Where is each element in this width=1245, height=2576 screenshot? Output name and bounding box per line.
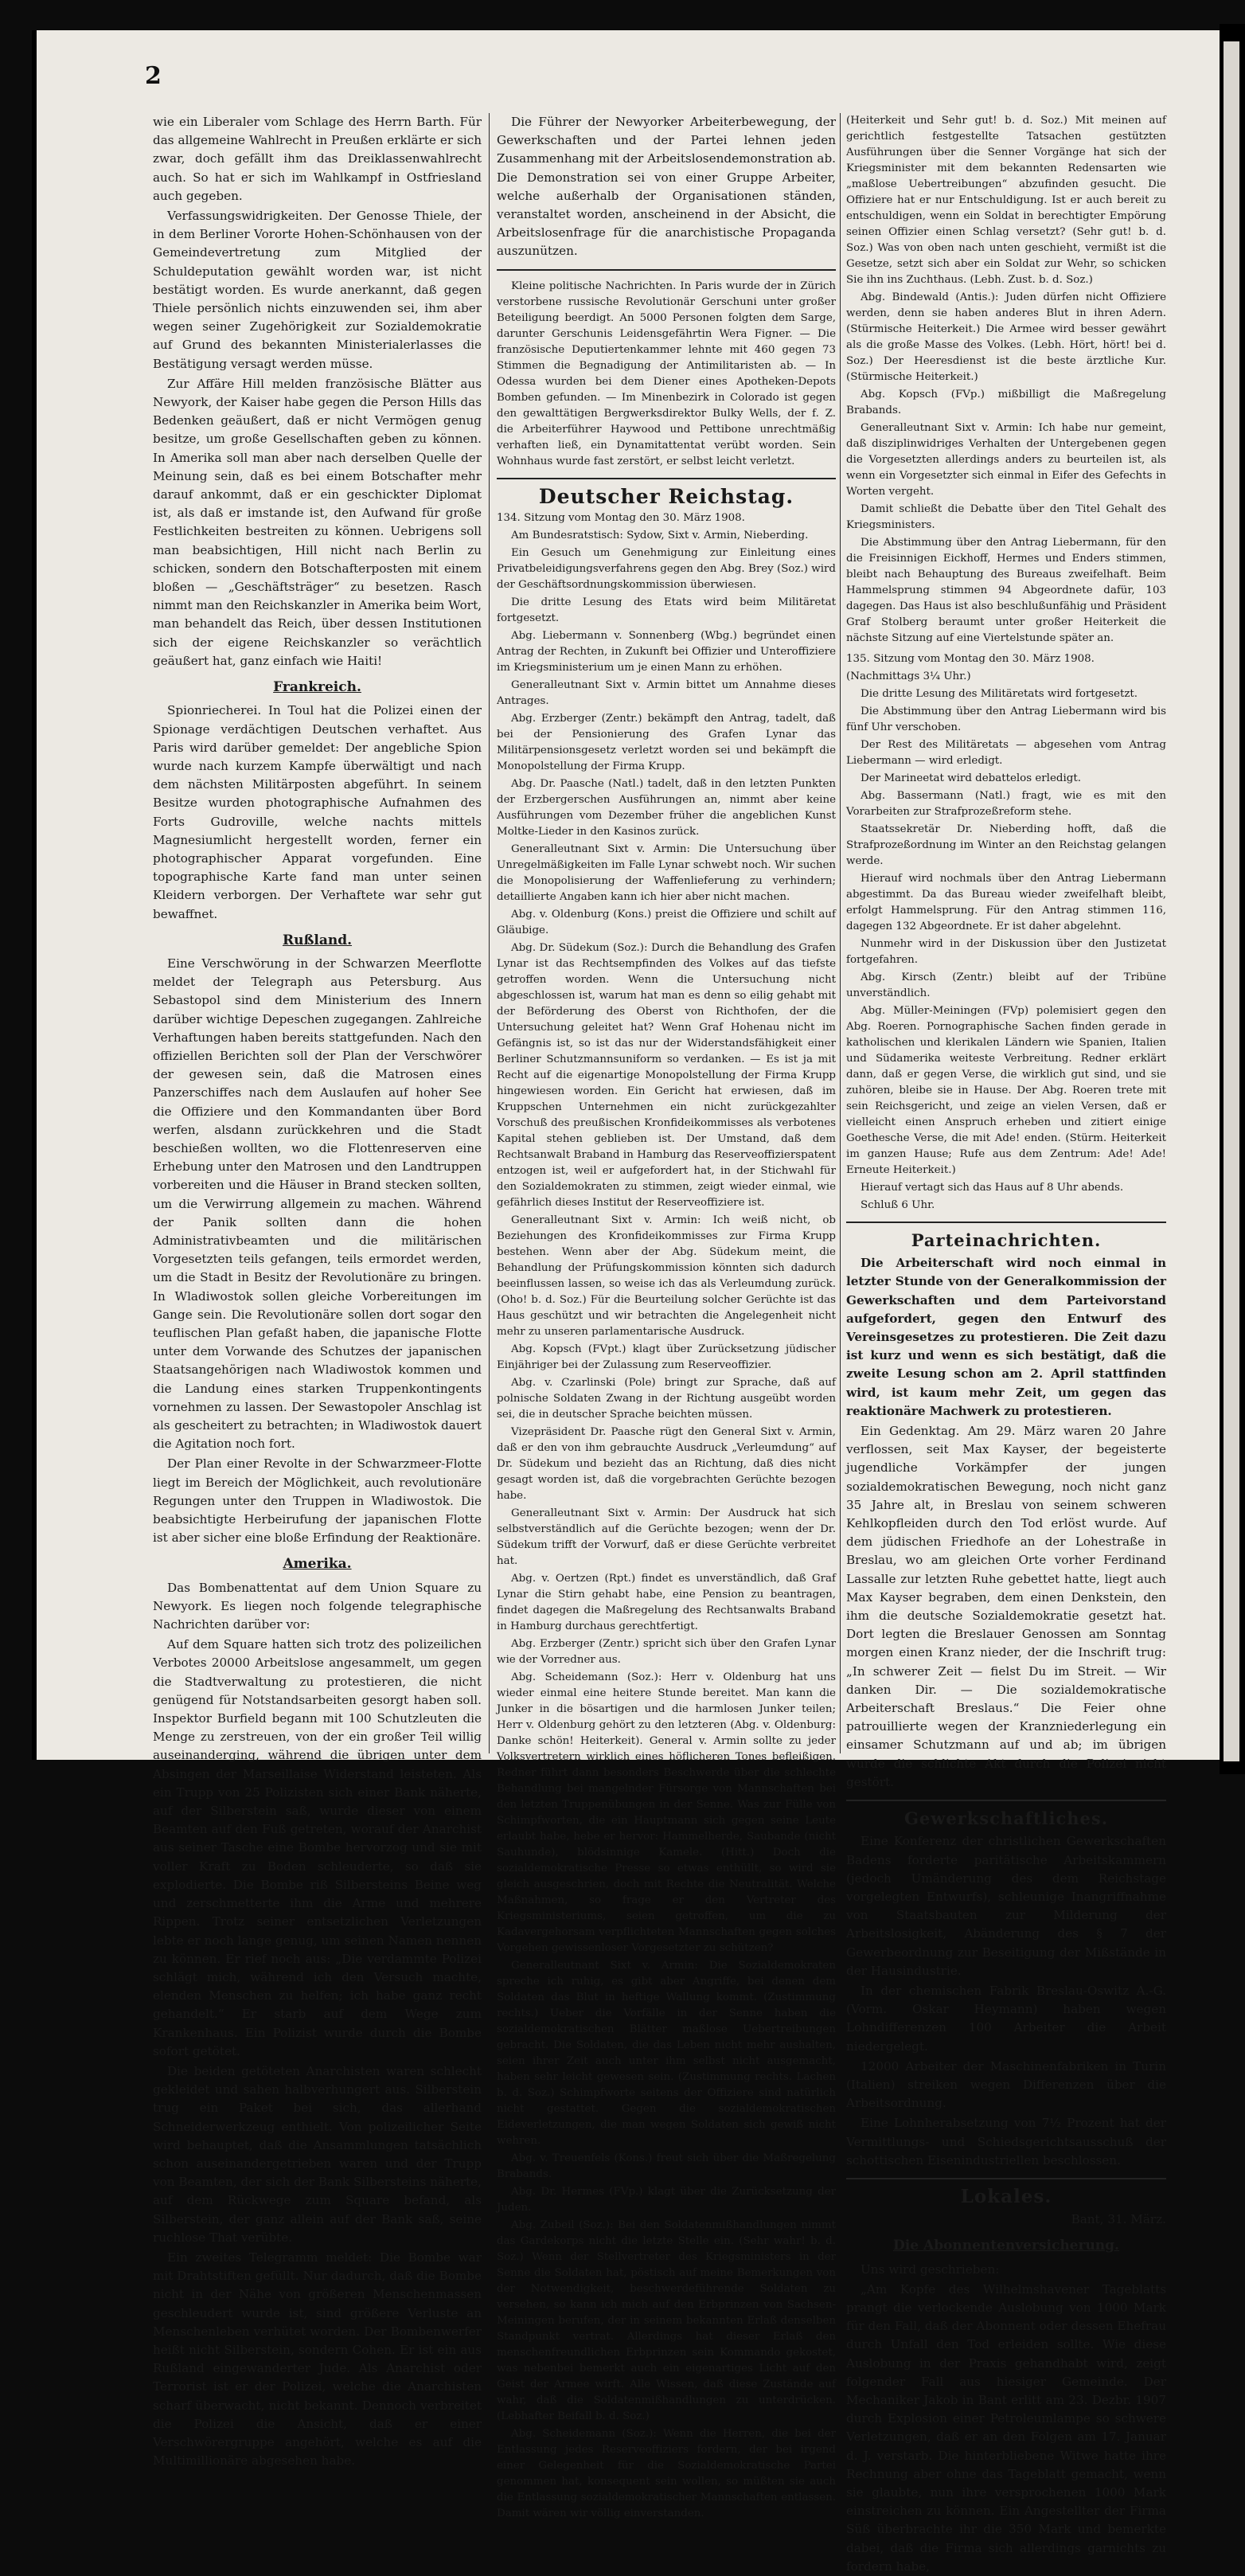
column-rule-1 [489,113,490,1753]
divider [497,269,836,271]
paragraph: Die beiden getöteten Anarchisten waren schlecht gekleidet und sahen halbverhungert aus. Silberstein trug ein Paket bei sich, das allerhand Schneiderwerkzeug enthielt. Von polizeilicher Seite wird behauptet, daß die Ansammlungen tatsächlich schon auseinandergetrieben waren und der Trupp von Beamten, der sich der Bank Silbersteins näherte, auf dem Rückwege zum Square befand, als Silberstein, der ganz allein auf der Bank saß, seine ruchlose That verübte. [153,2063,482,2245]
paragraph: Abg. Zubeil (Soz.): Bei den Soldatenmißhandlungen nimmt das Gardekorps nicht die letzte Stelle ein. (Sehr wahr! b. d. Soz.) Wenn der Stellvertreter des Kriegsministers in der Senne die Soldaten hat, pöstisch auf meine Bemerkungen von der Notwendigkeit, beschwerdeführende Soldaten zu versehen, so kann ich mich auf den Erbprinzen von Sachsen-Meiningen berufen, der in seinem bekannten Erlaß denselben Standpunkt vertrat. Allerdings hat dieser Erlaß den menschenfreundlichen Erbprinzen sein Kommando gekostet, was nebenbei bemerkt auch ein eigenartiges Licht auf den Geist der Armee wirft. Alle Wissen, daß diese Zustände auf wahr, daß die Soldatenmißhandlungen zu unterdrücken. (Lebhafter Beifall b. d. Soz.) [497,2218,836,2422]
section-heading-lokales: Lokales. [960,2185,1052,2207]
dateline: Bant, 31. März. [1071,2212,1166,2227]
section-heading-gewerkschaftliches: Gewerkschaftliches. [904,1808,1109,1829]
paragraph: 12000 Arbeiter der Maschinenfabriken in Turin (Italien) streiken wegen Differenzen über die Arbeitsordnung. [846,2058,1166,2111]
paragraph: Hierauf vertagt sich das Haus auf 8 Uhr abends. [861,1182,1124,1194]
paragraph: Hierauf wird nochmals über den Antrag Liebermann abgestimmt. Da das Bureau wieder zweifelhaft bleibt, erfolgt Hammelsprung. Für den Antrag stimmen 116, dagegen 132 Abgeordnete. Er ist daher abgelehnt. [846,873,1166,932]
column-3 [846,113,1166,2574]
paragraph: Generalleutnant Sixt v. Armin: Ich weiß nicht, ob Beziehungen des Kronfideikommisses zur Firma Krupp bestehen. Wenn aber der Abg. Südekum meint, die Behandlung der Prüfungskommission könnten sich dadurch beeinflussen lassen, so weise ich das als Verleumdung zurück. (Oho! b. d. Soz.) Für die Beurteilung solcher Gerüchte ist das Haus geschützt und wir betrachten die Angelegenheit nicht mehr zu unseren parlamentarische Ausdruck. [497,1214,836,1338]
paragraph: Zur Affäre Hill melden französische Blätter aus Newyork, der Kaiser habe gegen die Person Hills das Bedenken geäußert, daß er nicht Vermögen genug besitze, um große Gesellschaften geben zu können. In Amerika soll man aber nach derselben Quelle der Meinung sein, daß es bei einem Botschafter mehr darauf ankommt, daß er ein geschickter Diplomat ist, als daß er imstande ist, den Aufwand für große Festlichkeiten bestreiten zu können. Uebrigens soll man beabsichtigen, Hill nicht nach Berlin zu schicken, sondern den Botschafterposten mit einem bloßen — „Geschäftsträger“ zu besetzen. Rasch nimmt man den Reichskanzler in Amerika beim Wort, man behandelt das Reich, über dessen Institutionen sich der eigene Reichskanzler so verächtlich geäußert hat, ganz einfach wie Haiti! [153,376,482,668]
paragraph: Die Arbeiterschaft wird noch einmal in letzter Stunde von der Generalkommission der Gewerkschaften und dem Parteivorstand aufgefordert, gegen den Entwurf des Vereinsgesetzes zu protestieren. Die Zeit dazu ist kurz und wenn es sich bestätigt, daß die zweite Lesung schon am 2. April stattfinden wird, ist kaum mehr Zeit, um gegen das reaktionäre Machwerk zu protestieren. [846,1256,1166,1418]
paragraph: Staatssekretär Dr. Nieberding hofft, daß die Strafprozeßordnung im Winter an den Reichstag gelangen werde. [846,823,1166,867]
article-heading: Die Abonnentenversicherung. [893,2238,1119,2254]
paragraph: Am Bundesratstisch: Sydow, Sixt v. Armin, Nieberding. [511,529,809,541]
page-number: 2 [145,62,162,90]
paragraph: Abg. Kopsch (FVpt.) klagt über Zurücksetzung jüdischer Einjähriger bei der Zulassung zum Reserveoffizier. [497,1343,836,1371]
paragraph: Abg. Scheidemann (Soz.): Herr v. Oldenburg hat uns wieder einmal eine heitere Stunde bereitet. Man kann die Junker in die bösartigen und die harmlosen Junker teilen; Herr v. Oldenburg gehört zu den letzteren (Abg. v. Oldenburg: Danke schön! Heiterkeit). General v. Armin sollte zu jeder Volksvertretern wirklich eines höflicheren Tones befleißigen. Redner führt dann besonders Beschwerde über die schlechte Behandlung bei mangelnder Fürsorge von Mannschaften bei den letzten Truppenübungen in der Senne. Was zur Fülle von Schimpfworten, die ein Hauptmann sich gegen seine Leute erlaubt habe, hebe er hervor: Hammelherde, Saubande (nicht Sauhunde), blödsinnige Kamele. (Hitt.) Doch die sozialdemokratische Presse so etwas enthüllt, so wird sie gleich ausgeschrien, doch mit Rechte die Neutralität. Welche Maßnahmen, so frage er den Vertreter des Kriegsministeriums, seien getroffen, um die zu Kadavergehorsam verpflichteten Mannschaften gegen solches Vorgehen gewissenloser Vorgesetzter zu schützen? [497,1671,836,1954]
paragraph: Abg. v. Czarlinski (Pole) bringt zur Sprache, daß auf polnische Soldaten Zwang in der Richtung ausgeübt worden sei, die in deutscher Sprache beichten müssen. [497,1376,836,1421]
paragraph: Ein zweites Telegramm meldet: Die Bombe war mit Drahtstiften gefüllt. Nur dadurch, daß die Bombe nicht in der Nähe von größeren Menschenmassen geschleudert wurde ist, sind größere Verluste an Menschenleben verhütet worden. Der Bombenwerfer heißt nicht Silberstein, sondern Cohen. Er ist ein aus Rußland eingewanderter Jude. Als Anarchist oder Terrorist ist er der Polizei, welche die Anarchisten scharf überwacht, nicht bekannt. Dennoch verbreitet die Polizei die Ansicht, daß er einer Verschwörergruppe angehört, welche es auf die Multimillionäre abgesehen habe. [153,2250,482,2469]
paragraph: Generalleutnant Sixt v. Armin: Die Untersuchung über Unregelmäßigkeiten im Falle Lynar schwebt noch. Wir suchen die Monopolisierung der Waffenlieferung zu verhindern; detaillierte Angaben kann ich hier aber nicht machen. [497,842,836,903]
paragraph: Abg. Erzberger (Zentr.) bekämpft den Antrag, tadelt, daß bei der Pensionierung des Grafen Lynar das Militärpensionsgesetz verletzt worden sei und bekämpft die Monopolstellung der Firma Krupp. [497,712,836,772]
paragraph: Abg. Kopsch (FVp.) mißbilligt die Maßregelung Brabands. [846,389,1166,416]
paragraph: Die Abstimmung über den Antrag Liebermann wird bis fünf Uhr verschoben. [846,706,1166,733]
section-heading-parteinachrichten: Parteinachrichten. [911,1230,1102,1250]
paragraph: Abg. v. Oldenburg (Kons.) preist die Offiziere und schilt auf Gläubige. [497,908,836,936]
paragraph: Abg. Bassermann (Natl.) fragt, wie es mit den Vorarbeiten zur Strafprozeßreform stehe. [846,790,1166,818]
paragraph: Die Abstimmung über den Antrag Liebermann, für den die Freisinnigen Eickhoff, Hermes und Enders stimmen, bleibt nach Behauptung des Bureaus zweifelhaft. Beim Hammelsprung stimmen 94 Abgeordnete dafür, 103 dagegen. Das Haus ist also beschlußunfähig und Präsident Graf Stolberg beraumt unter großer Heiterkeit die nächste Sitzung auf eine Viertelstunde später an. [846,537,1166,644]
paragraph: Nunmehr wird in der Diskussion über den Justizetat fortgefahren. [846,938,1166,966]
paragraph: Verfassungswidrigkeiten. Der Genosse Thiele, der in dem Berliner Vororte Hohen-Schönhausen von der Gemeindevertretung zum Mitglied der Schuldeputation gewählt worden war, ist nicht bestätigt worden. Es wurde anerkannt, daß gegen Thiele persönlich nichts einzuwenden sei, ihm aber wegen seiner Zugehörigkeit zur Sozialdemokratie auf Grund des bekannten Ministerialerlasses die Bestätigung versagt werden müsse. [153,209,482,371]
paragraph: Generalleutnant Sixt v. Armin: Der Ausdruck hat sich selbstverständlich auf die Gerüchte bezogen; wenn der Dr. Südekum trifft der Vorwurf, daß er diese Gerüchte verbreitet hat. [497,1507,836,1567]
paragraph: In der chemischen Fabrik Breslau-Oswitz A.-G. (Vorm. Oskar Heymann) haben wegen Lohndifferenzen 100 Arbeiter die Arbeit niedergelegt. [846,1983,1166,2054]
paragraph: Vizepräsident Dr. Paasche rügt den General Sixt v. Armin, daß er den von ihm gebrauchte Ausdruck „Verleumdung“ auf Dr. Südekum und bezieht das an Richtung, daß dies nicht gesagt worden ist, daß die vorgebrachten Gerüchte bezogen habe. [497,1425,836,1502]
paragraph: Der Marineetat wird debattelos erledigt. [861,772,1081,784]
paragraph: wie ein Liberaler vom Schlage des Herrn Barth. Für das allgemeine Wahlrecht in Preußen erklärte er sich zwar, doch gefällt ihm das Dreiklassenwahlrecht auch. So hat er sich im Wahlkampf in Ostfriesland auch gegeben. [153,115,482,203]
paragraph: Die dritte Lesung des Etats wird beim Militäretat fortgesetzt. [497,596,836,624]
next-page-edge [1224,41,1239,1761]
paragraph: Schluß 6 Uhr. [861,1199,935,1211]
paragraph: Eine Lohnherabsetzung von 7½ Prozent hat der Vermittlungs- und Schiedsgerichtsausschuß der schottischen Eisenindustriellen beschlossen. [846,2116,1166,2168]
section-heading-reichstag: Deutscher Reichstag. [538,484,794,508]
paragraph: „Am Kopfe des Wilhelmshavener Tageblatts prangt die verlockende Auslobung von 1000 Mark für den Fall, daß der Abonnent oder dessen Ehefrau durch Unfall den Tod erleiden sollte. Wie diese Auslobung in der Praxis gehandhabt wird, zeigt folgender Fall aus hiesiger Gemeinde. Der Mechaniker Jakob in Bant erlitt am 23. Dezbr. 1907 durch Explosion einer Petroleumlampe so schwere Verletzungen, daß er an den Folgen am 17. Januar d. J. verstarb. Die hinterbliebene Witwe hatte ihre Rechnung aber ohne das Tageblatt gemacht, wenn sie glaubte, nun ihre versprochenen 1000 Mark einstreichen zu können. Ein Angestellter der Firma Süß überbrachte ihr die 350 Mark und bemerkte dabei, daß die Firma sich allerdings garnichts zu fordern habe, [846,2281,1166,2574]
paragraph: Abg. Kirsch (Zentr.) bleibt auf der Tribüne unverständlich. [846,971,1166,999]
paragraph: Der Rest des Militäretats — abgesehen vom Antrag Liebermann — wird erledigt. [846,739,1166,767]
paragraph: (Heiterkeit und Sehr gut! b. d. Soz.) Mit meinen auf gerichtlich festgestellte Tatsachen gestützten Ausführungen über die Senner Vorgänge hat sich der Kriegsminister mit dem bekannten Redensarten wie „maßlose Uebertreibungen“ abzufinden gesucht. Die Offiziere hat er nur Entschuldigung. Ist er auch bereit zu entschuldigen, wenn ein Soldat in berechtigter Empörung seinen Offizier einen Schlag versetzt? (Sehr gut! b. d. Soz.) Was von oben nach unten geschieht, vermißt ist die Gesetze, setzt sich aber ein Soldat zur Wehr, so schicken Sie ihn ins Zuchthaus. (Lebh. Zust. b. d. Soz.) [846,115,1166,286]
paragraph: Abg. Liebermann v. Sonnenberg (Wbg.) begründet einen Antrag der Rechten, in Zukunft bei Offizier und Unteroffiziere im Kriegsministerium um je einen Mann zu erhöhen. [497,629,836,674]
paragraph: Eine Konferenz der christlichen Gewerkschaften Badens forderte paritätische Arbeitskammern (jedoch Umänderung des dem Reichstage vorgelegten Entwurfs), schleunige Inangriffnahme von Staatsbauten zur Milderung der Arbeitslosigkeit, Abänderung des § 7 der Gewerbeordnung zur Beseitigung der Mißstände in der Hausindustrie. [846,1834,1166,1978]
paragraph: Auf dem Square hatten sich trotz des polizeilichen Verbotes 20000 Arbeitslose angesammelt, um gegen die Stadtverwaltung zu protestieren, die nicht genügend für Notstandsarbeiten gesorgt haben soll. Inspektor Burfield begann mit 100 Schutzleuten die Menge zu zerstreuen, von der ein großer Teil willig auseinanderging, während die übrigen unter dem Absingen der Marseillaise Widerstand leisteten. Als ein Trupp von 25 Polizisten sich einer Bank näherte, auf der Silberstein saß, wurde dieser von einem Beamten auf den Fuß getreten, worauf der Anarchist aus seiner Tasche eine Bombe hervorzog und sie mit voller Kraft zu Boden schleuderte, so daß sie explodierte. Die Bombe riß Silbersteins Beine weg und zerschmetterte ihm die Arme und mehrere Rippen. Trotz seiner entsetzlichen Verletzungen lebte er noch lange genug, um seinen Namen nennen zu können. Er rief noch aus: „Die verdammte Polizei schlägt mich, während ich den Versuch machte, elenden Menschen zu helfen; ich habe ganz recht gehandelt.“ Er starb auf dem Wege zum Krankenhaus. Ein Polizist wurde durch die Bombe sofort getötet. [153,1637,482,2058]
column-rule-2 [840,113,841,1753]
paragraph: Die dritte Lesung des Militäretats wird fortgesetzt. [861,688,1138,700]
scan-border-left [32,30,37,1760]
paragraph: Generalleutnant Sixt v. Armin: Die Sozialdemokraten spreche ich ruhig, es gibt aber Angriffe, bei denen dem Soldaten das Blut in heftige Wallung kommt. (Zustimmung rechts.) Ueber die Vorfälle in der Senne haben die sozialdemokratischen Blätter maßlose Uebertreibungen gebracht. Die Soldaten, die das Leben nicht mehr aushalten, seien ihrer Zeit auch unter ihm selbst nicht ausgemacht, haben sehr leicht gewesen sein. (Zustimmung rechts. Lachen b. d. Soz.) Schimpfworte seitens der Offiziere sind natürlich nicht gestattet. Gegen die sozialdemokratischen Eideverletzungen, die man wegen Soldaten sich gewiß nicht wehren. [497,1959,836,2147]
paragraph: Abg. v. Treuenfels (Kons.) freut sich über die Maßregelung Brabands. [497,2152,836,2180]
paragraph: Der Plan einer Revolte in der Schwarzmeer-Flotte liegt im Bereich der Möglichkeit, auch revolutionäre Regungen unter den Truppen in Wladiwostok. Die beabsichtigte Herbeirufung der japanischen Flotte ist aber sicher eine bloße Erfindung der Reaktionäre. [153,1456,482,1546]
session-time: (Nachmittags 3¼ Uhr.) [846,670,971,682]
divider [497,478,836,479]
paragraph: Spionriecherei. In Toul hat die Polizei einen der Spionage verdächtigen Deutschen verhaftet. Aus Paris wird darüber gemeldet: Der angebliche Spion wurde nach kurzem Kampfe überwältigt und nach dem nächsten Militärposten abgeführt. In seinem Besitze wurden photographische Aufnahmen des Forts Gudroville, welche nachts mittels Magnesiumlicht hergestellt worden, ferner ein photographischer Apparat vorgefunden. Eine topographische Karte fand man unter seinen Kleidern verborgen. Der Verhaftete war sehr gut bewaffnet. [153,703,482,921]
paragraph: Ein Gesuch um Genehmigung zur Einleitung eines Privatbeleidigungsverfahrens gegen den Abg. Brey (Soz.) wird der Geschäftsordnungskommission überwiesen. [497,546,836,591]
paragraph: Das Bombenattentat auf dem Union Square zu Newyork. Es liegen noch folgende telegraphische Nachrichten darüber vor: [153,1580,482,1632]
paragraph: Abg. Scheidemann (Soz.): Wenn die Herren, die bei der Entlassung jedes Reserveoffiziers fordern, der bei irgend einer Gelegenheit für die Sozialdemokratische Partei genommen hat, konsequent sein wollen, so müßten sie auch die Entlassung sozialdemokratischer Mannschaften entlassen. Damit wären wir völlig einverstanden. [497,2427,836,2519]
paragraph: Ein Gedenktag. Am 29. März waren 20 Jahre verflossen, seit Max Kayser, der begeisterte jugendliche Vorkämpfer der jungen sozialdemokratischen Bewegung, noch nicht ganz 35 Jahre alt, in Breslau von seinem schweren Kehlkopfleiden durch den Tod erlöst wurde. Auf dem jüdischen Friedhofe an der Lohestraße in Breslau, wo am gleichen Orte vorher Ferdinand Lassalle zur letzten Ruhe gebettet hatte, liegt auch Max Kayser begraben, dem einen Denkstein, den ihm die deutsche Sozialdemokratie gesetzt hat. Dort legten die Breslauer Genossen am Sonntag morgen einen Kranz nieder, der die Inschrift trug: „In schwerer Zeit — fielst Du im Streit. — Wir danken Dir. — Die sozialdemokratische Arbeiterschaft Breslaus.“ Die Feier ohne patrouillierte wegen der Kranzniederlegung ein einsamer Schutzmann auf und ab; im übrigen wurde die schlichte Akt durch die Polizei nicht gestört. [846,1424,1166,1789]
paragraph: Abg. Müller-Meiningen (FVp) polemisiert gegen den Abg. Roeren. Pornographische Sachen finden gerade in katholischen und klerikalen Ländern wie Spanien, Italien und Südamerika weiteste Verbreitung. Redner erklärt dann, daß er gegen Verse, die wirklich gut sind, und sie zuhören, bleibe sie in Hause. Der Abg. Roeren trete mit sein Reichsgericht, und zeige an vielen Versen, daß er vielleicht einen Anspruch erheben und zitiert einige Goethesche Verse, die mit Ade! enden. (Stürm. Heiterkeit im ganzen Hause; Rufe aus dem Zentrum: Ade! Ade! Erneute Heiterkeit.) [846,1005,1166,1176]
paragraph: Abg. Dr. Hermes (FVp.) klagt über die Zurücksetzung der Juden. [497,2185,836,2214]
section-heading-russland: Rußland. [282,932,353,948]
paragraph: Abg. v. Oertzen (Rpt.) findet es unverständlich, daß Graf Lynar die Stirn gehabt habe, eine Pension zu beantragen, findet dagegen die Maßregelung des Rechtsanwalts Braband in Hamburg durchaus gerechtfertigt. [497,1572,836,1632]
session-title: 134. Sitzung vom Montag den 30. März 1908. [497,511,745,524]
section-heading-frankreich: Frankreich. [273,679,361,696]
session-title: 135. Sitzung vom Montag den 30. März 1908. [846,653,1095,665]
paragraph: Abg. Dr. Paasche (Natl.) tadelt, daß in den letzten Punkten der Erzbergerschen Ausführungen an, nimmt aber keine Ausführungen vom Dezember früher die angeblichen Kunst Moltke-Lieder in den Kasinos zurück. [497,777,836,838]
paragraph: Damit schließt die Debatte über den Titel Gehalt des Kriegsministers. [846,503,1166,531]
paragraph: Abg. Erzberger (Zentr.) spricht sich über den Grafen Lynar wie der Vorredner aus. [497,1637,836,1666]
section-heading-amerika: Amerika. [283,1556,352,1573]
paragraph: Abg. Dr. Südekum (Soz.): Durch die Behandlung des Grafen Lynar ist das Rechtsempfinden des Volkes auf das tiefste getroffen worden. Wenn die Untersuchung nicht abgeschlossen ist, warum hat man es denn so eilig gehabt mit der Beförderung des Oberst von Richthofen, der die Untersuchung geleitet hat? Wenn Graf Hohenau nicht im Gefängnis ist, so ist das nur der Widerstandsfähigkeit einer Berliner Schutzmannsuniform so verdanken. — Es ist ja mit Recht auf die eigenartige Monopolstellung der Firma Krupp hingewiesen worden. Ein Gericht hat erwiesen, daß im Kruppschen Unternehmen ein nicht zurückgezahlter Vorschuß des preußischen Kronfideikommisses als verbotenes Kapital stehen geblieben ist. Der Umstand, daß dem Rechtsanwalt Braband in Hamburg das Reserveoffizierspatent entzogen ist, weil er aufgefordert hat, in der Stichwahl für den Sozialdemokraten zu stimmen, zeigt wieder einmal, wie gefährlich dieses Institut der Reserveoffiziere ist. [497,941,836,1209]
divider [846,1800,1166,1801]
paragraph: Eine Verschwörung in der Schwarzen Meerflotte meldet der Telegraph aus Petersburg. Aus Sebastopol sind dem Ministerium des Innern darüber wichtige Depeschen zugegangen. Zahlreiche Verhaftungen haben bereits stattgefunden. Nach den offiziellen Berichten soll der Plan der Verschwörer der gewesen sein, daß die Matrosen eines Panzerschiffes nach dem Auslaufen auf hoher See die Offiziere und den Kommandanten über Bord werfen, alsdann zurückkehren und die Stadt beschießen wollten, wo die Flottenreserven eine Erhebung unter den Matrosen und den Landtruppen vorbereiten und die Häuser in Brand stecken sollten, um die Verwirrung allgemein zu machen. Während der Panik sollten dann die hohen Administrativbeamten und die militärischen Vorgesetzten teils gefangen, teils ermordet werden, um die Stadt in Besitz der Revolutionäre zu bringen. In Wladiwostok sollen gleiche Vorbereitungen im Gange sein. Die Revolutionäre sollen dort sogar den teuflischen Plan gefaßt haben, die japanische Flotte unter dem Vorwande des Schutzes der japanischen Staatsangehörigen nach Wladiwostok kommen und die Landung eines starken Truppenkontingents vornehmen zu lassen. Der Sewastopoler Anschlag ist als gescheitert zu betrachten; in Wladiwostok dauert die Agitation noch fort. [153,956,482,1452]
paragraph: Uns wird geschrieben: [861,2261,1000,2277]
paragraph: Generalleutnant Sixt v. Armin: Ich habe nur gemeint, daß disziplinwidriges Verhalten der Untergebenen gegen die Vorgesetzten allerdings anders zu beurteilen ist, als wenn ein Vorgesetzter sich einmal in Eifer des Gefechts in Worten vergeht. [846,422,1166,498]
paragraph: Kleine politische Nachrichten. In Paris wurde der in Zürich verstorbene russische Revolutionär Gerschuni unter großer Beteiligung beerdigt. An 5000 Personen folgten dem Sarge, darunter Gerschunis Leidensgefährtin Wera Figner. — Die französische Deputiertenkammer lehnte mit 460 gegen 73 Stimmen die Begnadigung der Antimilitaristen ab. — In Odessa wurden bei dem Diener eines Apotheken-Depots Bomben gefunden. — Im Minenbezirk in Colorado ist gegen den gewalttätigen Bergwerksdirektor Bulky Wells, der f. Z. die Arbeiterführer Haywood und Pettibone unrechtmäßig verhaften ließ, ein Dynamitattentat verübt worden. Sein Wohnhaus wurde fast zerstört, er selbst leicht verletzt. [497,279,836,467]
column-1 [153,113,482,2469]
column-2 [497,113,836,2519]
paragraph: Generalleutnant Sixt v. Armin bittet um Annahme dieses Antrages. [497,678,836,707]
divider [846,2178,1166,2179]
divider [846,1222,1166,1223]
paragraph: Die Führer der Newyorker Arbeiterbewegung, der Gewerkschaften und der Partei lehnen jeden Zusammenhang mit der Arbeitslosendemonstration ab. Die Demonstration sei von einer Gruppe Arbeiter, welche außerhalb der Organisationen ständen, veranstaltet worden, anscheinend in der Absicht, die Arbeitslosenfrage für die anarchistische Propaganda auszunützen. [497,115,836,259]
paragraph: Abg. Bindewald (Antis.): Juden dürfen nicht Offiziere werden, denn sie haben anderes Blut in ihren Adern. (Stürmische Heiterkeit.) Die Armee wird besser gewährt als die große Masse des Volkes. (Lebh. Hört, hört! bei d. Soz.) Der Heeresdienst ist die beste ärztliche Kur. (Stürmische Heiterkeit.) [846,291,1166,383]
